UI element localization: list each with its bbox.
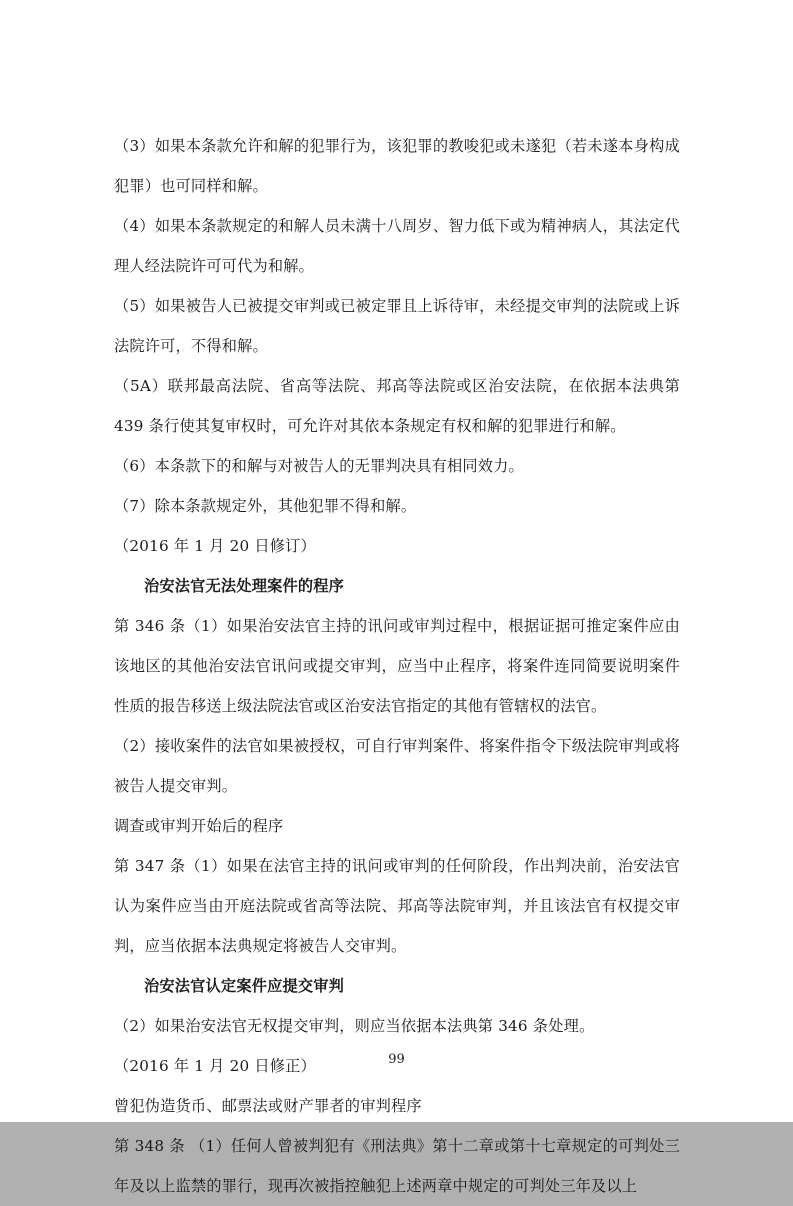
paragraph: （3）如果本条款允许和解的犯罪行为，该犯罪的教唆犯或未遂犯（若未遂本身构成犯罪）也可同样和解。 [114, 137, 680, 195]
paragraph-section-348: 第 348 条 （1）任何人曾被判犯有《刑法典》第十二章或第十七章规定的可判处三年及以上监禁的罪行，现再次被指控触犯上述两章中规定的可判处三年及以上 [114, 1137, 680, 1195]
paragraph: （5）如果被告人已被提交审判或已被定罪且上诉待审，未经提交审判的法院或上诉法院许可，不得和解。 [114, 297, 680, 355]
paragraph-section-346: 第 346 条（1）如果治安法官主持的讯问或审判过程中，根据证据可推定案件应由该地区的其他治安法官讯问或提交审判，应当中止程序，将案件连同简要说明案件性质的报告移送上级法院法官或区治安法官指定的其他有管辖权的法官。 [114, 617, 680, 715]
paragraph: （5A）联邦最高法院、省高等法院、邦高等法院或区治安法院，在依据本法典第 439 条行使其复审权时，可允许对其依本条规定有权和解的犯罪进行和解。 [114, 377, 680, 435]
page-number: 99 [388, 1052, 405, 1067]
paragraph: （7）除本条款规定外，其他犯罪不得和解。 [114, 497, 417, 515]
page-content [114, 126, 680, 1206]
subheading: 调查或审判开始后的程序 [114, 817, 284, 835]
paragraph: （4）如果本条款规定的和解人员未满十八周岁、智力低下或为精神病人，其法定代理人经法院许可可代为和解。 [114, 217, 680, 275]
section-heading: 治安法官认定案件应提交审判 [144, 977, 345, 995]
paragraph: （2）接收案件的法官如果被授权，可自行审判案件、将案件指令下级法院审判或将被告人提交审判。 [114, 737, 680, 795]
section-heading: 治安法官无法处理案件的程序 [144, 577, 345, 595]
paragraph: （6）本条款下的和解与对被告人的无罪判决具有相同效力。 [114, 457, 524, 475]
paragraph-section-347: 第 347 条（1）如果在法官主持的讯问或审判的任何阶段，作出判决前，治安法官认为案件应当由开庭法院或省高等法院、邦高等法院审判，并且该法官有权提交审判，应当依据本法典规定将被告人交审判。 [114, 857, 680, 955]
paragraph-amendment-note: （2016 年 1 月 20 日修正） [114, 1057, 316, 1075]
subheading: 曾犯伪造货币、邮票法或财产罪者的审判程序 [114, 1097, 422, 1115]
paragraph: （2）如果治安法官无权提交审判，则应当依据本法典第 346 条处理。 [114, 1017, 595, 1035]
paragraph-amendment-note: （2016 年 1 月 20 日修订） [114, 537, 316, 555]
